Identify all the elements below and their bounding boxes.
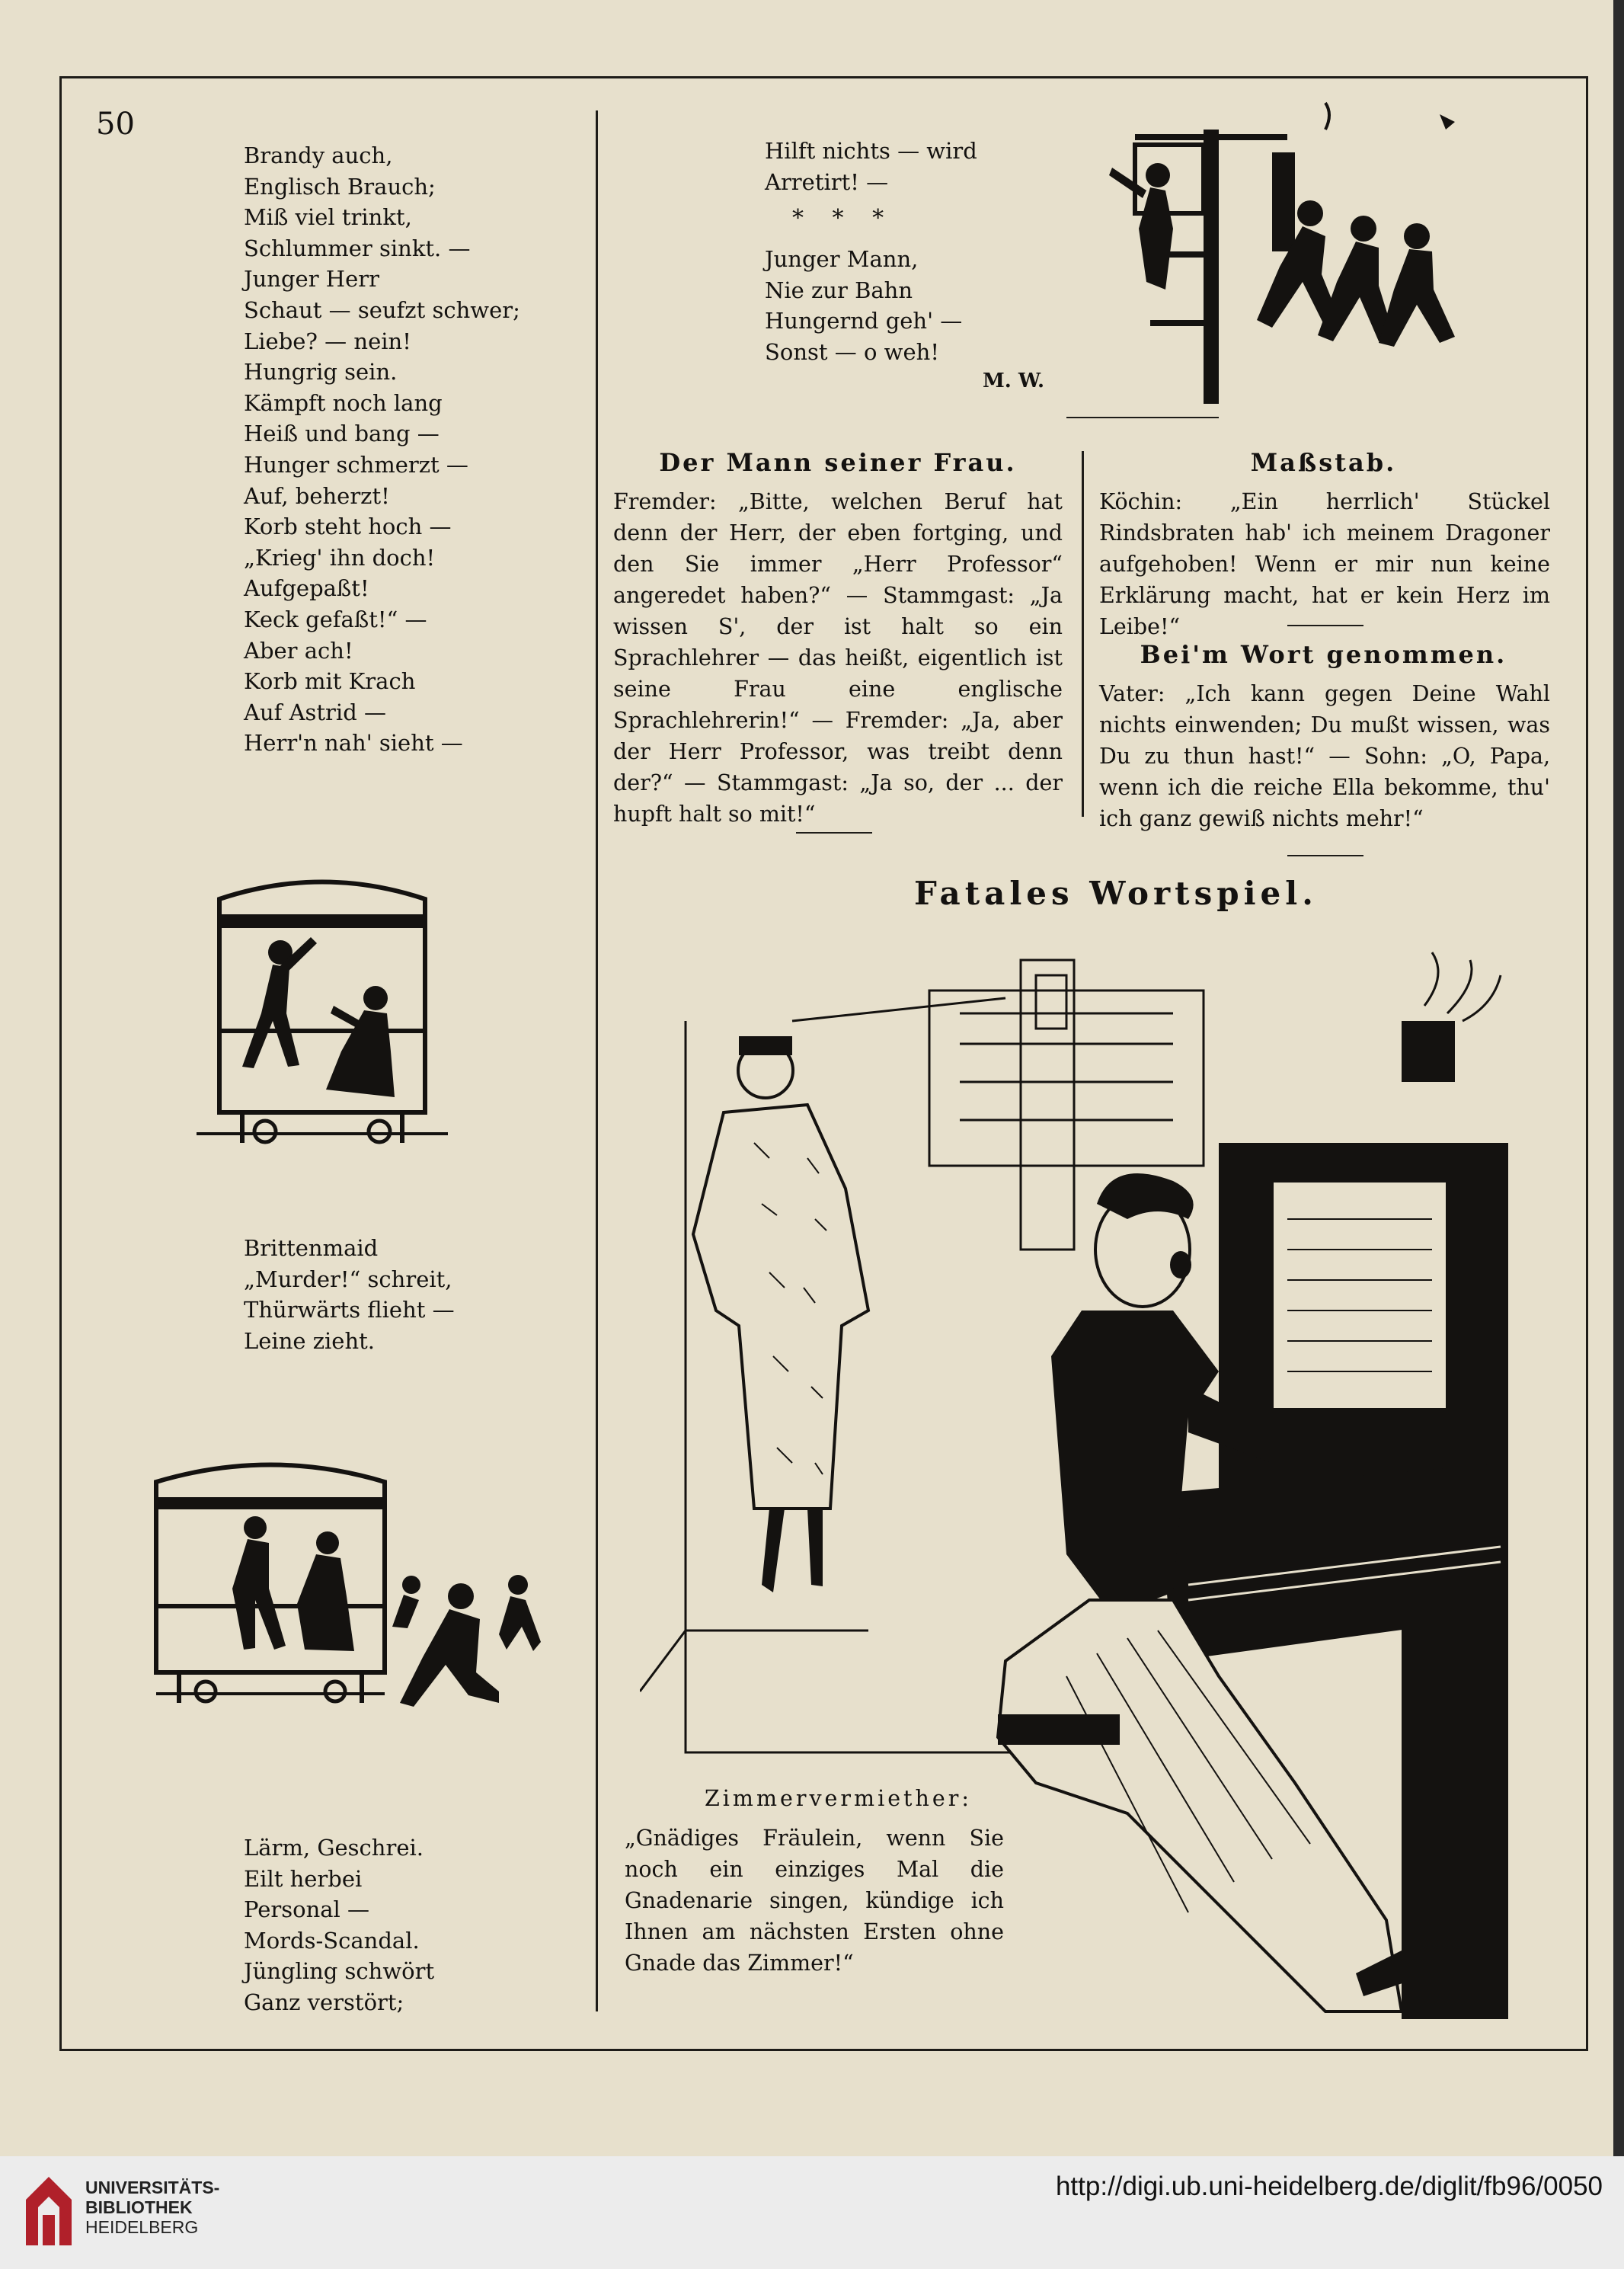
verse-line: Schaut — seufzt schwer; <box>244 296 520 323</box>
article-mann-text <box>613 486 1063 830</box>
library-line-1: UNIVERSITÄTS- <box>85 2178 220 2197</box>
train-door-illustration <box>1074 99 1470 404</box>
verse-line: „Murder!“ schreit, <box>244 1266 452 1292</box>
verse-line: Personal — <box>244 1896 370 1923</box>
verse-line: Liebe? — nein! <box>244 328 411 354</box>
article-mann-title: Der Mann seiner Frau. <box>659 448 1017 477</box>
verse-line: Arretirt! — <box>765 168 889 195</box>
article-massstab-title: Maßstab. <box>1250 448 1397 477</box>
verse-line: Korb mit Krach <box>244 668 416 695</box>
verse-block-c <box>244 1832 434 2018</box>
verse-line: Hungrig sein. <box>244 359 398 386</box>
article-massstab-body: Köchin: „Ein herrlich' Stückel Rindsbraten hab' ich meinem Dragoner aufgehoben! Wenn er mir nun keine Erklärung macht, hat er kein Herz im Leibe!“ <box>1099 489 1550 639</box>
verse-line: Kämpft noch lang <box>244 389 443 416</box>
article-massstab-text <box>1099 486 1550 642</box>
verse-line: Schlummer sinkt. — <box>244 235 471 261</box>
verse-block-b <box>244 1233 455 1356</box>
verse-line: Jüngling schwört <box>244 1958 435 1985</box>
verse-line: Hungernd geh' — <box>765 308 963 334</box>
verse-line: Brandy auch, <box>244 142 393 168</box>
verse-line: „Krieg' ihn doch! <box>244 544 436 571</box>
verse-line: Keck gefaßt!“ — <box>244 606 427 632</box>
article-wort-text <box>1099 678 1550 834</box>
article-fatal-title: Fatales Wortspiel. <box>914 875 1318 912</box>
verse-line: Lärm, Geschrei. <box>244 1835 424 1861</box>
library-line-2: BIBLIOTHEK <box>85 2197 193 2217</box>
heidelberg-library-logo-icon[interactable] <box>21 2169 76 2253</box>
verse-line: Englisch Brauch; <box>244 173 436 200</box>
verse-line: Hunger schmerzt — <box>244 451 468 478</box>
verse-line: Auf, beherzt! <box>244 482 390 509</box>
verse-block-e <box>765 244 962 367</box>
verse-block-d <box>765 136 977 197</box>
divider-mann-end <box>796 832 872 834</box>
source-url-link[interactable]: http://digi.ub.uni-heidelberg.de/diglit/fb96/0050 <box>1055 2171 1603 2201</box>
library-name <box>85 2178 253 2237</box>
verse-line: Eilt herbei <box>244 1865 363 1892</box>
verse-line: Ganz verstört; <box>244 1989 404 2015</box>
verse-line: Brittenmaid <box>244 1235 379 1261</box>
page-number: 50 <box>96 107 135 142</box>
column-divider-left <box>596 110 598 2011</box>
article-mann-body: Fremder: „Bitte, welchen Beruf hat denn der Herr, der eben fortging, und den Sie immer „Herr Professor“ angeredet haben?“ — Stammgast: „Ja wissen S', der ist halt so ein Sprachlehrer — das heißt, eigentlich ist seine Frau eine englische Sprachlehrerin!“ — Fremder: „Ja, aber der Herr Professor, was treibt denn der?“ — Stammgast: „Ja so, der ... der hupft halt so mit!“ <box>613 489 1063 827</box>
verse-block-a <box>244 140 520 759</box>
section-stars: * * * <box>792 205 895 232</box>
verse-line: Aber ach! <box>244 637 353 664</box>
verse-line: Mords-Scandal. <box>244 1927 420 1954</box>
article-fatal-text <box>625 1823 1004 1979</box>
verse-line: Herr'n nah' sieht — <box>244 730 463 757</box>
article-wort-body: Vater: „Ich kann gegen Deine Wahl nichts einwenden; Du mußt wissen, was Du zu thun hast!“ — Sohn: „O, Papa, wenn ich die reiche Ella bekomme, thu' ich ganz gewiß nichts mehr!“ <box>1099 681 1550 831</box>
verse-line: Sonst — o weh! <box>765 338 939 365</box>
verse-line: Heiß und bang — <box>244 421 440 447</box>
verse-line: Hilft nichts — wird <box>765 138 977 164</box>
verse-line: Leine zieht. <box>244 1327 376 1354</box>
divider-mid-right <box>1066 417 1219 418</box>
train-compartment-illustration-1 <box>197 869 456 1166</box>
verse-line: Junger Mann, <box>765 246 919 272</box>
library-line-3: HEIDELBERG <box>85 2217 199 2237</box>
verse-line: Nie zur Bahn <box>765 277 913 303</box>
column-divider-mid <box>1082 451 1084 817</box>
verse-line: Junger Herr <box>244 266 379 293</box>
divider-right-end <box>1287 855 1363 856</box>
author-signature: M. W. <box>983 370 1045 392</box>
verse-line: Korb steht hoch — <box>244 514 452 540</box>
verse-line: Auf Astrid — <box>244 699 386 725</box>
verse-line: Miß viel trinkt, <box>244 204 412 231</box>
article-fatal-speaker: Zimmervermiether: <box>705 1786 972 1811</box>
verse-line: Thürwärts flieht — <box>244 1297 455 1323</box>
article-wort-title: Bei'm Wort genommen. <box>1140 640 1507 669</box>
verse-line: Aufgepaßt! <box>244 575 369 602</box>
train-compartment-illustration-2 <box>141 1451 552 1733</box>
article-fatal-body: „Gnädiges Fräulein, wenn Sie noch ein einziges Mal die Gnadenarie singen, kündige ich Ihnen am nächsten Ersten ohne Gnade das Zimmer!“ <box>625 1826 1004 1976</box>
